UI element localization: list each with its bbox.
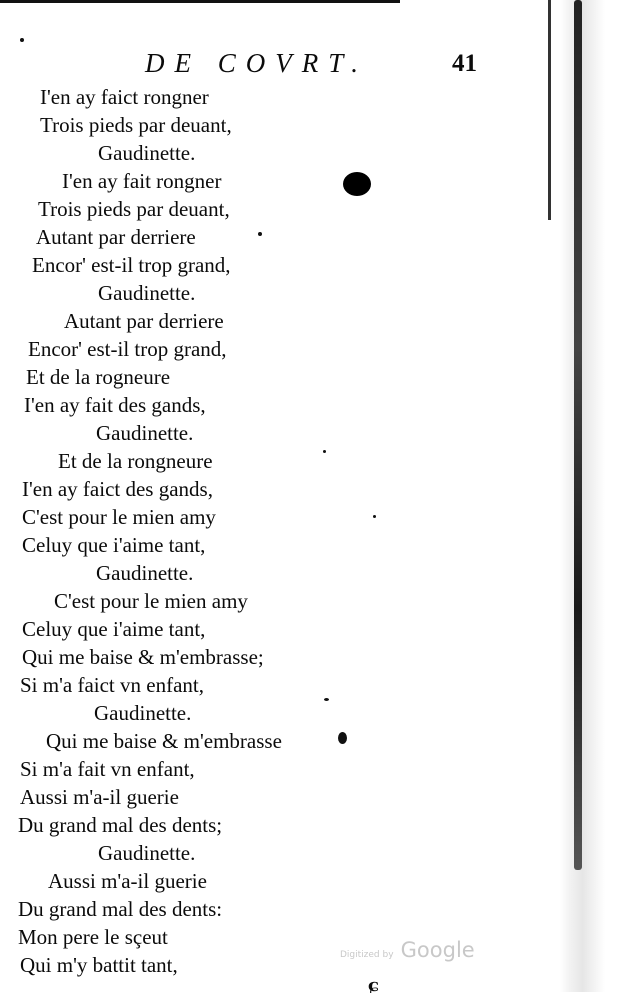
watermark-prefix: Digitized by <box>340 950 394 960</box>
verse-line: Trois pieds par deuant, <box>38 197 230 221</box>
verse-line: Aussi m'a-il guerie <box>48 869 207 893</box>
verse-line: Trois pieds par deuant, <box>40 113 232 137</box>
ink-speck <box>323 450 326 453</box>
ink-speck <box>324 698 329 701</box>
verse-line: Autant par derriere <box>64 309 224 333</box>
verse-line: Autant par derriere <box>36 225 196 249</box>
running-title: DE COVRT. <box>145 48 368 78</box>
verse-line-refrain: Gaudinette. <box>94 701 192 725</box>
verse-line: Celuy que i'aime tant, <box>22 533 206 557</box>
ink-speck <box>373 515 376 518</box>
verse-line: Si m'a faict vn enfant, <box>20 673 204 697</box>
verse-line: I'en ay faict rongner <box>40 85 209 109</box>
verse-line-refrain: Gaudinette. <box>98 281 196 305</box>
verse-line-refrain: Gaudinette. <box>96 561 194 585</box>
binding-shadow <box>548 0 551 220</box>
page-number: 41 <box>452 50 477 77</box>
verse-line-refrain: Gaudinette. <box>98 841 196 865</box>
verse-line: Aussi m'a-il guerie <box>20 785 179 809</box>
verse-line: C'est pour le mien amy <box>54 589 248 613</box>
signature-mark: ɕ <box>368 975 379 996</box>
google-logo: Google <box>400 938 475 962</box>
binding-spine <box>574 0 582 870</box>
verse-line: I'en ay faict des gands, <box>22 477 213 501</box>
verse-line: Qui me baise & m'embrasse <box>46 729 282 753</box>
verse-line: Encor' est-il trop grand, <box>28 337 227 361</box>
page-gutter <box>560 0 635 992</box>
ink-speck <box>20 38 24 42</box>
verse-line: Qui m'y battit tant, <box>20 953 178 977</box>
verse-line: Du grand mal des dents: <box>18 897 223 921</box>
verse-line: Si m'a fait vn enfant, <box>20 757 195 781</box>
verse-line: Et de la rogneure <box>26 365 171 389</box>
verse-line: Mon pere le sçeut <box>18 925 168 949</box>
ink-speck <box>338 732 347 744</box>
verse-line-refrain: Gaudinette. <box>96 421 194 445</box>
verse-line: I'en ay fait rongner <box>62 169 222 193</box>
verse-line: Celuy que i'aime tant, <box>22 617 206 641</box>
verse-line: Du grand mal des dents; <box>18 813 223 837</box>
verse-line: Et de la rongneure <box>58 449 213 473</box>
digitization-watermark <box>340 938 475 962</box>
verse-line: Qui me baise & m'embrasse; <box>22 645 264 669</box>
verse-line-refrain: Gaudinette. <box>98 141 196 165</box>
ink-speck <box>258 232 262 236</box>
verse-line: C'est pour le mien amy <box>22 505 216 529</box>
top-rule <box>0 0 400 3</box>
ink-blot <box>343 172 371 196</box>
verse-line: I'en ay fait des gands, <box>24 393 206 417</box>
verse-line: Encor' est-il trop grand, <box>32 253 231 277</box>
